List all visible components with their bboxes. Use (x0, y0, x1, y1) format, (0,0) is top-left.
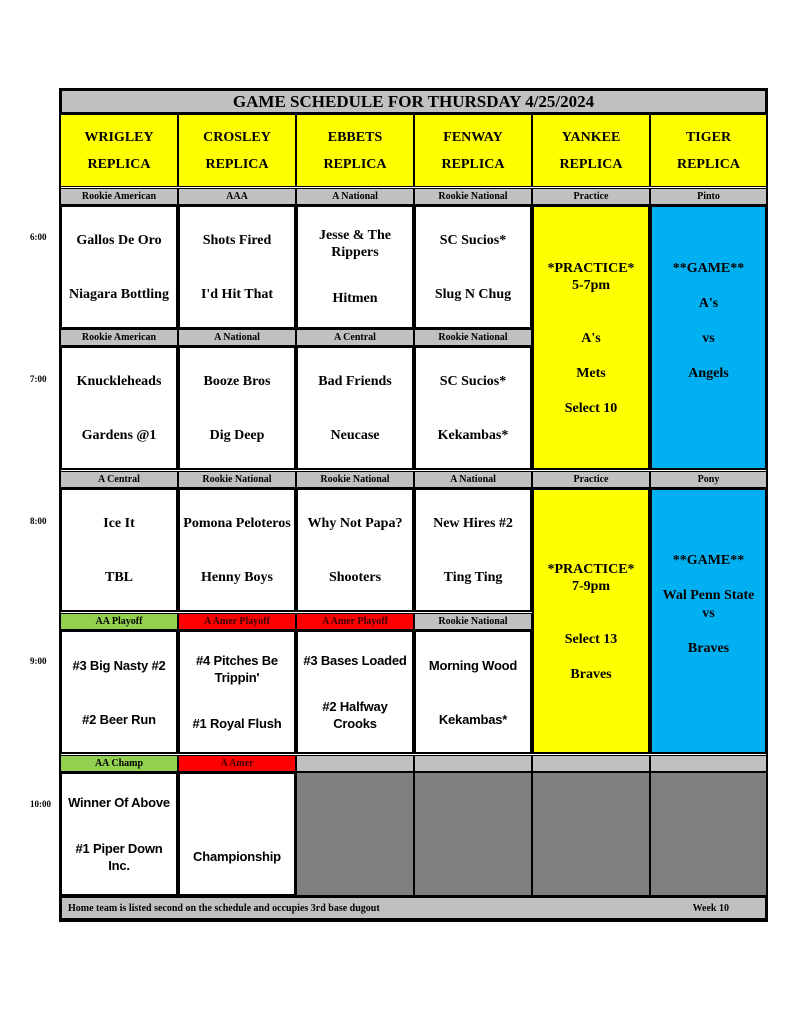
field-header-yankee (532, 114, 650, 187)
field-name: FENWAY (443, 129, 503, 145)
footer-bar (60, 896, 767, 920)
division-label: Practice (532, 188, 650, 205)
game-cell (60, 205, 178, 329)
field-sub: REPLICA (676, 156, 740, 172)
division-label: A Central (60, 471, 178, 488)
practice-team: Braves (570, 667, 612, 682)
tiger-game-block (650, 488, 767, 754)
away-team: Knuckleheads (76, 373, 162, 389)
page-title: GAME SCHEDULE FOR THURSDAY 4/25/2024 (60, 89, 767, 114)
division-label-empty (532, 755, 650, 772)
division-label: Rookie American (60, 188, 178, 205)
division-label: A Central (296, 329, 414, 346)
home-team: #1 Piper Down Inc. (75, 840, 163, 873)
field-sub: REPLICA (323, 156, 387, 172)
home-team: #2 Halfway Crooks (322, 698, 388, 731)
game-cell (178, 205, 296, 329)
division-label: A Amer Playoff (178, 613, 296, 630)
game-cell (296, 630, 414, 754)
empty-cell (532, 772, 650, 896)
field-name: CROSLEY (203, 129, 271, 145)
division-label: Rookie National (296, 471, 414, 488)
away-team: Jesse & The Rippers (318, 228, 392, 261)
field-header-fenway (414, 114, 532, 187)
away-team: New Hires #2 (433, 515, 513, 531)
practice-time: 5-7pm (571, 278, 611, 293)
game-cell (60, 346, 178, 470)
week-label: Week 10 (692, 902, 729, 914)
division-label: Practice (532, 471, 650, 488)
game-cell (178, 630, 296, 754)
home-team: #2 Beer Run (82, 711, 156, 727)
division-label: A Amer Playoff (296, 613, 414, 630)
game-cell (414, 630, 532, 754)
away-team: SC Sucios* (439, 373, 507, 389)
footer-note: Home team is listed second on the schedule and occupies 3rd base dugout (68, 902, 380, 914)
game-cell (296, 346, 414, 470)
time-label: 7:00 (30, 374, 47, 384)
home-team: Hitmen (332, 290, 378, 306)
division-label: A National (178, 329, 296, 346)
game-cell (60, 488, 178, 612)
game-cell (296, 488, 414, 612)
home-team: TBL (104, 569, 133, 585)
home-team: Gardens @1 (81, 427, 157, 443)
away-team: #3 Bases Loaded (303, 653, 407, 669)
division-label: AA Champ (60, 755, 178, 772)
game-label: **GAME** (672, 553, 745, 568)
home-team: Ting Ting (443, 569, 503, 585)
division-label-empty (650, 755, 767, 772)
game-cell (178, 772, 296, 896)
division-label: Rookie National (178, 471, 296, 488)
home-team: Niagara Bottling (69, 286, 169, 302)
game-cell (60, 772, 178, 896)
division-label: AAA (178, 188, 296, 205)
field-name: EBBETS (327, 129, 383, 145)
home-team: Slug N Chug (434, 286, 512, 302)
away-team: Bad Friends (318, 373, 392, 389)
game-vs: vs (702, 606, 715, 621)
field-sub: REPLICA (87, 156, 151, 172)
division-label-empty (414, 755, 532, 772)
practice-team: Mets (576, 366, 606, 381)
home-team: Neucase (330, 427, 380, 443)
game-vs: vs (702, 331, 715, 346)
home-team: #1 Royal Flush (192, 715, 282, 731)
practice-label: *PRACTICE* (547, 261, 635, 276)
home-team: Championship (193, 849, 281, 865)
away-team: Booze Bros (203, 373, 271, 389)
home-team: Shooters (328, 569, 382, 585)
division-label: Rookie National (414, 188, 532, 205)
field-name: WRIGLEY (84, 129, 154, 145)
away-team: Morning Wood (428, 657, 518, 673)
game-cell (414, 205, 532, 329)
division-label-empty (296, 755, 414, 772)
empty-cell (296, 772, 414, 896)
field-sub: REPLICA (205, 156, 269, 172)
field-header-tiger (650, 114, 767, 187)
practice-team: Select 10 (564, 401, 618, 416)
away-team: #4 Pitches Be Trippin' (196, 653, 278, 686)
time-label: 9:00 (30, 656, 47, 666)
away-team: Shots Fired (202, 232, 272, 248)
yankee-practice-block (532, 488, 650, 754)
away-team: SC Sucios* (439, 232, 507, 248)
practice-time: 7-9pm (571, 579, 611, 594)
field-sub: REPLICA (441, 156, 505, 172)
away-team: Why Not Papa? (307, 515, 403, 531)
away-team: #3 Big Nasty #2 (72, 657, 166, 673)
tiger-game-block (650, 205, 767, 470)
field-name: YANKEE (561, 129, 621, 145)
game-cell (178, 488, 296, 612)
home-team: Dig Deep (209, 427, 265, 443)
field-sub: REPLICA (559, 156, 623, 172)
home-team: Henny Boys (201, 569, 273, 585)
game-label: **GAME** (672, 261, 745, 276)
game-team: A's (698, 296, 719, 311)
practice-team: Select 13 (564, 632, 618, 647)
time-label: 8:00 (30, 516, 47, 526)
division-label: Rookie National (414, 613, 532, 630)
game-cell (414, 346, 532, 470)
division-label: Rookie American (60, 329, 178, 346)
practice-label: *PRACTICE* (547, 562, 635, 577)
practice-team: A's (581, 331, 601, 346)
field-header-wrigley (60, 114, 178, 187)
division-label: A National (414, 471, 532, 488)
game-cell (414, 488, 532, 612)
away-team: Pomona Peloteros (183, 515, 291, 531)
yankee-practice-block (532, 205, 650, 470)
field-header-ebbets (296, 114, 414, 187)
away-team: Gallos De Oro (76, 232, 162, 248)
game-cell (60, 630, 178, 754)
empty-cell (414, 772, 532, 896)
division-label: Pony (650, 471, 767, 488)
home-team: Kekambas* (438, 711, 508, 727)
game-team: Angels (688, 366, 729, 381)
away-team: Ice It (103, 515, 135, 531)
time-label: 6:00 (30, 232, 47, 242)
time-label: 10:00 (30, 799, 51, 809)
game-cell (178, 346, 296, 470)
division-label: AA Playoff (60, 613, 178, 630)
division-label: A National (296, 188, 414, 205)
away-team: Winner Of Above (68, 795, 170, 811)
game-team: Braves (687, 641, 730, 656)
field-header-crosley (178, 114, 296, 187)
empty-cell (650, 772, 767, 896)
division-label: Pinto (650, 188, 767, 205)
home-team: Kekambas* (437, 427, 509, 443)
division-label: Rookie National (414, 329, 532, 346)
home-team: I'd Hit That (200, 286, 274, 302)
game-cell (296, 205, 414, 329)
field-name: TIGER (685, 129, 732, 145)
game-team: Wal Penn State (662, 588, 755, 603)
division-label: A Amer (178, 755, 296, 772)
